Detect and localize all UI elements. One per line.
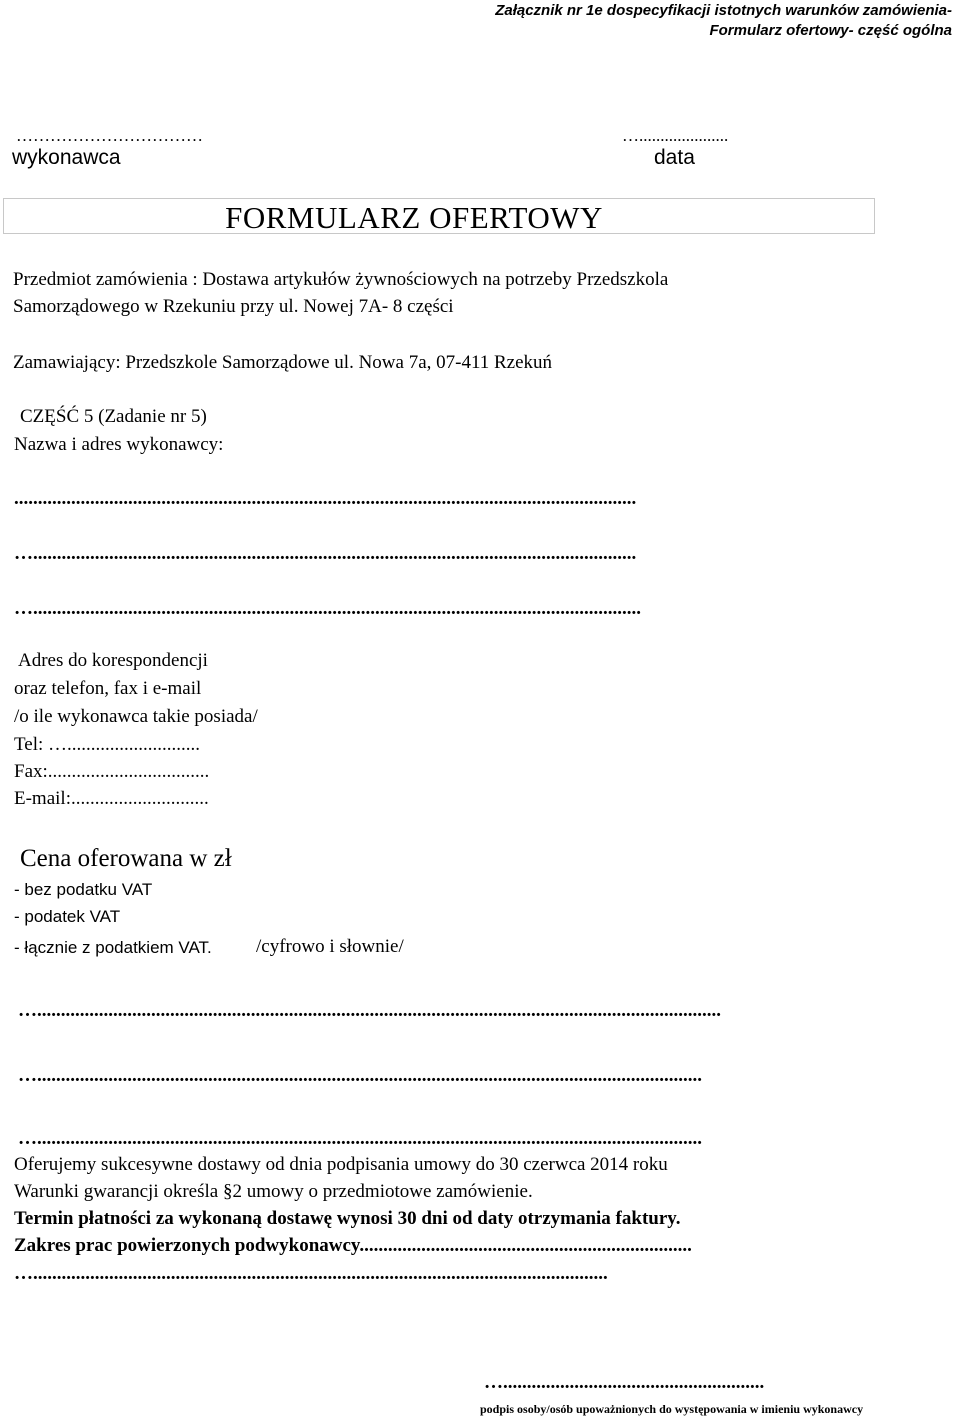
attachment-header-line2: Formularz ofertowy- część ogólna [709, 22, 952, 39]
signature-label: podpis osoby/osób upoważnionych do występowania w imieniu wykonawcy [480, 1402, 864, 1416]
subject-line2: Samorządowego w Rzekuniu przy ul. Nowej 7A- 8 części [13, 296, 454, 317]
form-title-box [3, 198, 875, 234]
contractor-line-3[interactable]: …................................................................................................................................ [14, 598, 641, 619]
correspondence-note: /o ile wykonawca takie posiada/ [14, 706, 258, 727]
subcontract-line[interactable]: …......................................................................................................................... [14, 1263, 608, 1284]
contractor-dots: …………………………… [16, 126, 203, 145]
subject-line1: Przedmiot zamówienia : Dostawa artykułów żywnościowych na potrzeby Przedszkola [13, 269, 669, 290]
price-net-label: - bez podatku VAT [14, 880, 153, 899]
correspondence-contact-label: oraz telefon, fax i e-mail [14, 678, 202, 699]
price-line-3[interactable]: …............................................................................................................................................ [18, 1128, 702, 1149]
warranty-terms: Warunki gwarancji określa §2 umowy o przedmiotowe zamówienie. [14, 1181, 533, 1202]
email-field[interactable]: E-mail:............................. [14, 788, 209, 809]
price-line-2[interactable]: …............................................................................................................................................ [18, 1065, 702, 1086]
delivery-terms: Oferujemy sukcesywne dostawy od dnia podpisania umowy do 30 czerwca 2014 roku [14, 1154, 668, 1175]
date-dots: …..................... [622, 126, 729, 145]
price-gross-label: - łącznie z podatkiem VAT. [14, 938, 212, 957]
price-format-note: /cyfrowo i słownie/ [256, 936, 404, 957]
price-line-1[interactable]: …................................................................................................................................................ [18, 1000, 721, 1021]
date-label: data [654, 146, 695, 169]
correspondence-label: Adres do korespondencji [18, 650, 208, 671]
price-heading: Cena oferowana w zł [20, 845, 232, 872]
ordering-party: Zamawiający: Przedszkole Samorządowe ul. Nowa 7a, 07-411 Rzekuń [13, 352, 553, 373]
fax-field[interactable]: Fax:.................................. [14, 761, 210, 782]
tel-field[interactable]: Tel: …............................ [14, 734, 201, 755]
contractor-line-2[interactable]: …............................................................................................................................... [14, 543, 637, 564]
form-title: FORMULARZ OFERTOWY [225, 200, 603, 235]
signature-dots[interactable]: …....................................................... [484, 1372, 765, 1393]
payment-terms: Termin płatności za wykonaną dostawę wynosi 30 dni od daty otrzymania faktury. [14, 1208, 681, 1229]
price-vat-label: - podatek VAT [14, 907, 121, 926]
part-number: CZĘŚĆ 5 (Zadanie nr 5) [20, 406, 207, 427]
attachment-header-line1: Załącznik nr 1e dospecyfikacji istotnych warunków zamówienia- [495, 2, 952, 19]
subcontract-label[interactable]: Zakres prac powierzonych podwykonawcy...................................................................... [14, 1235, 692, 1256]
contractor-label: wykonawca [12, 146, 121, 169]
contractor-line-1[interactable]: ................................................................................................................................... [14, 488, 637, 509]
contractor-name-label: Nazwa i adres wykonawcy: [14, 434, 224, 455]
